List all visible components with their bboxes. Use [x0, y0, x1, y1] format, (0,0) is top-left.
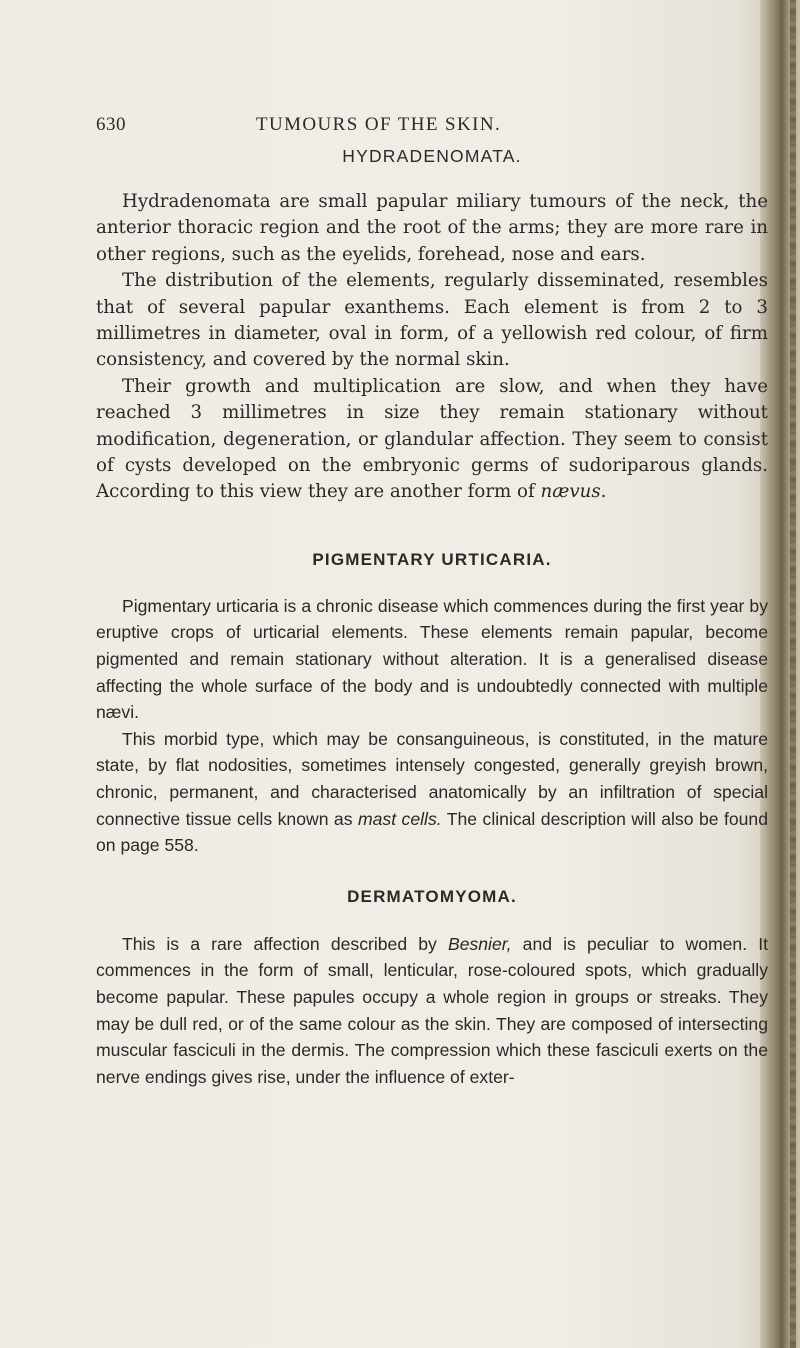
section-dermatomyoma: [96, 887, 768, 1091]
paragraph: Pigmentary urticaria is a chronic disease which commences during the first year by eruptive crops of urticarial elements. These elements remain papular, become pigmented and remain stationary without alteration. It is a generalised disease affecting the whole surface of the body and is undoubtedly connected with multiple nævi.: [96, 595, 768, 723]
paragraph-text: and is peculiar to women. It commences in the form of small, lenticular, rose-coloured spots, which gradually become papular. These papules occupy a whole region in groups or streaks. They may be dull red, or of the same colour as the skin. They are composed of intersecting muscular fasciculi in the dermis. The compression which these fasciculi exerts on the nerve endings gives rise, under the influence of exter-: [96, 933, 768, 1087]
section-heading-dermatomyoma: DERMATOMYOMA.: [347, 886, 517, 906]
italic-term: mast cells.: [357, 808, 442, 829]
paragraph-text: This morbid type, which may be consanguineous, is constituted, in the mature state, by flat nodosities, sometimes intensely congested, generally greyish brown, chronic, permanent, and characterised anatomically by an infiltration of special connective tissue cells known as: [96, 728, 768, 829]
paragraph: [96, 931, 768, 1091]
page-content: [96, 146, 768, 1090]
paragraph: [96, 374, 768, 506]
italic-term: Besnier,: [447, 933, 512, 954]
section-pigmentary-urticaria: [96, 550, 768, 859]
paragraph-text: The clinical description will also be found on page 558.: [96, 808, 768, 856]
section-heading-hydradenomata: HYDRADENOMATA.: [342, 146, 522, 166]
paragraph-text: .: [600, 481, 607, 503]
paragraph: The distribution of the elements, regularly disseminated, resembles that of several papular exanthems. Each element is from 2 to 3 millimetres in diameter, oval in form, of a yellowish red colour, of firm consistency, and covered by the normal skin.: [96, 270, 768, 371]
italic-term: nævus: [540, 481, 601, 503]
paragraph-text: Their growth and multiplication are slow, and when they have reached 3 millimetres in size they remain stationary without modification, degeneration, or glandular affection. They seem to consist of cysts developed on the embryonic germs of sudoriparous glands. According to this view they are another form of: [96, 375, 768, 503]
paragraph: Hydradenomata are small papular miliary tumours of the neck, the anterior thoracic region and the root of the arms; they are more rare in other regions, such as the eyelids, forehead, nose and ears.: [96, 191, 768, 265]
running-head: [96, 114, 796, 140]
paragraph: [96, 726, 768, 859]
page-number: 630: [96, 114, 126, 135]
paragraph-text: This is a rare affection described by: [122, 933, 448, 954]
section-hydradenomata: [96, 146, 768, 506]
running-title: TUMOURS OF THE SKIN.: [256, 114, 502, 135]
section-heading-pigmentary-urticaria: PIGMENTARY URTICARIA.: [312, 549, 552, 569]
